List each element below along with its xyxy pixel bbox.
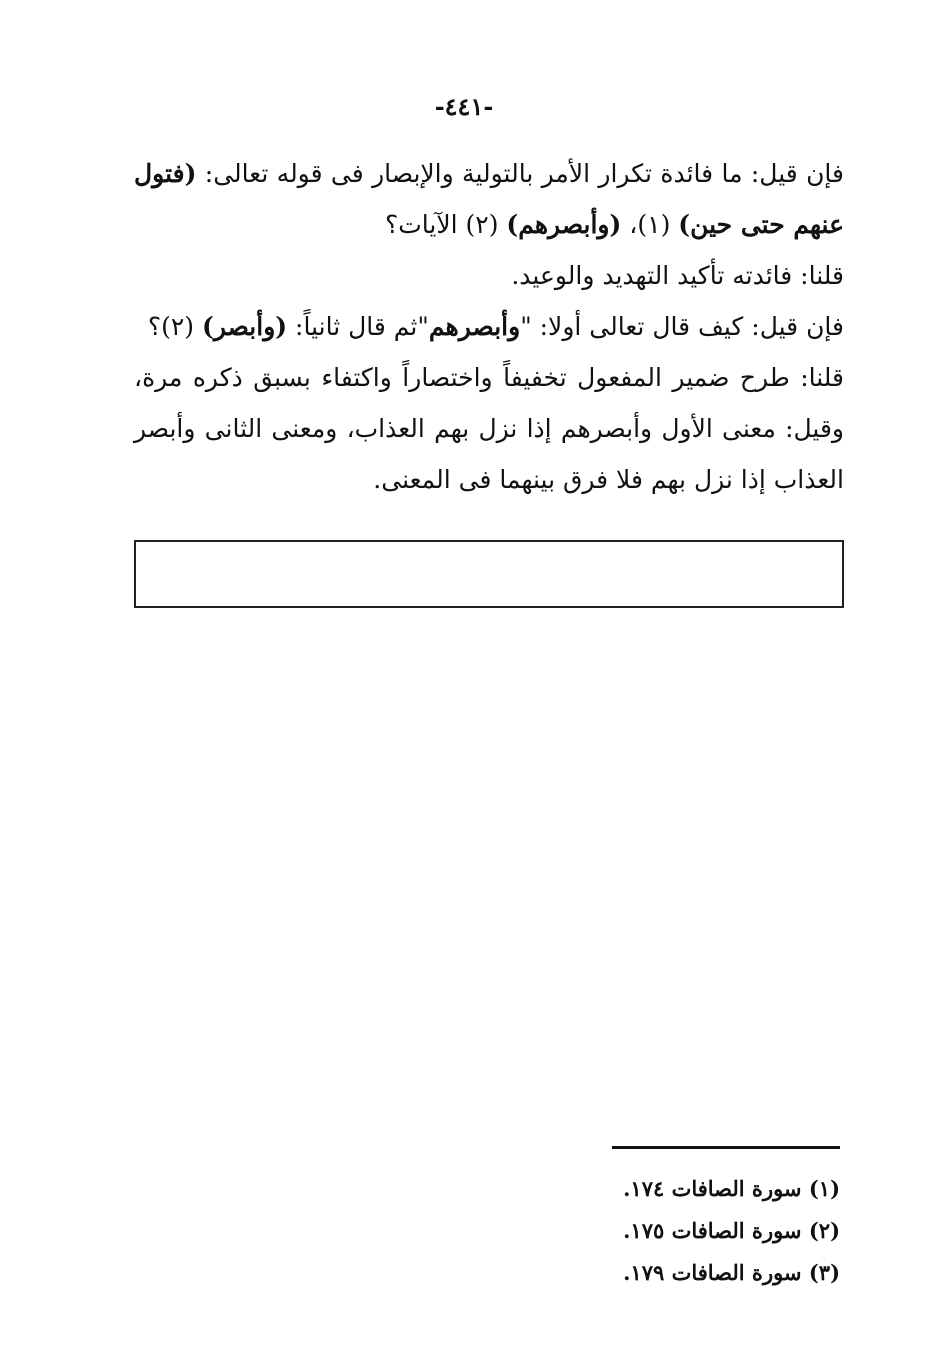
text-segment: فإن قيل: ما فائدة تكرار الأمر بالتولية والإبصار فى قوله تعالى: [196, 159, 844, 188]
page-number: -٤٤١- [434, 92, 494, 121]
quran-quote: (فتول عنهم حتى حين) [134, 159, 844, 239]
text-segment: فإن قيل: كيف قال تعالى أولا: " [520, 312, 844, 341]
empty-box [134, 540, 844, 608]
footnote-ref: (١)، [621, 210, 679, 239]
footnotes [560, 1168, 840, 1294]
footnote-item: (٣) سورة الصافات ١٧٩. [623, 1260, 840, 1285]
footnote-divider [612, 1146, 840, 1149]
paragraph-question-2 [134, 301, 844, 352]
text-segment: قلنا: طرح ضمير المفعول تخفيفاً واختصاراً واكتفاء بسبق ذكره مرة، وقيل: معنى الأول وأبصرهم إذا نزل بهم العذاب، ومعنى الثانى وأبصر العذاب إذا نزل بهم فلا فرق بينهما فى المعنى. [134, 363, 844, 494]
footnote-ref: (٢) الآيات؟ [384, 210, 507, 239]
quran-quote: (وأبصرهم) [506, 210, 622, 239]
body-text [134, 148, 844, 505]
quran-quote: (وأبصر) [202, 312, 288, 341]
text-segment: "ثم قال ثانياً: [287, 312, 429, 341]
footnote-item: (١) سورة الصافات ١٧٤. [623, 1176, 840, 1201]
paragraph-answer-2 [134, 352, 844, 505]
footnote-ref: (٢)؟ [147, 312, 202, 341]
quran-quote: وأبصرهم [428, 312, 521, 341]
paragraph-question-1 [134, 148, 844, 250]
text-segment: قلنا: فائدته تأكيد التهديد والوعيد. [511, 261, 844, 290]
footnote-item: (٢) سورة الصافات ١٧٥. [623, 1218, 840, 1243]
paragraph-answer-1 [134, 250, 844, 301]
